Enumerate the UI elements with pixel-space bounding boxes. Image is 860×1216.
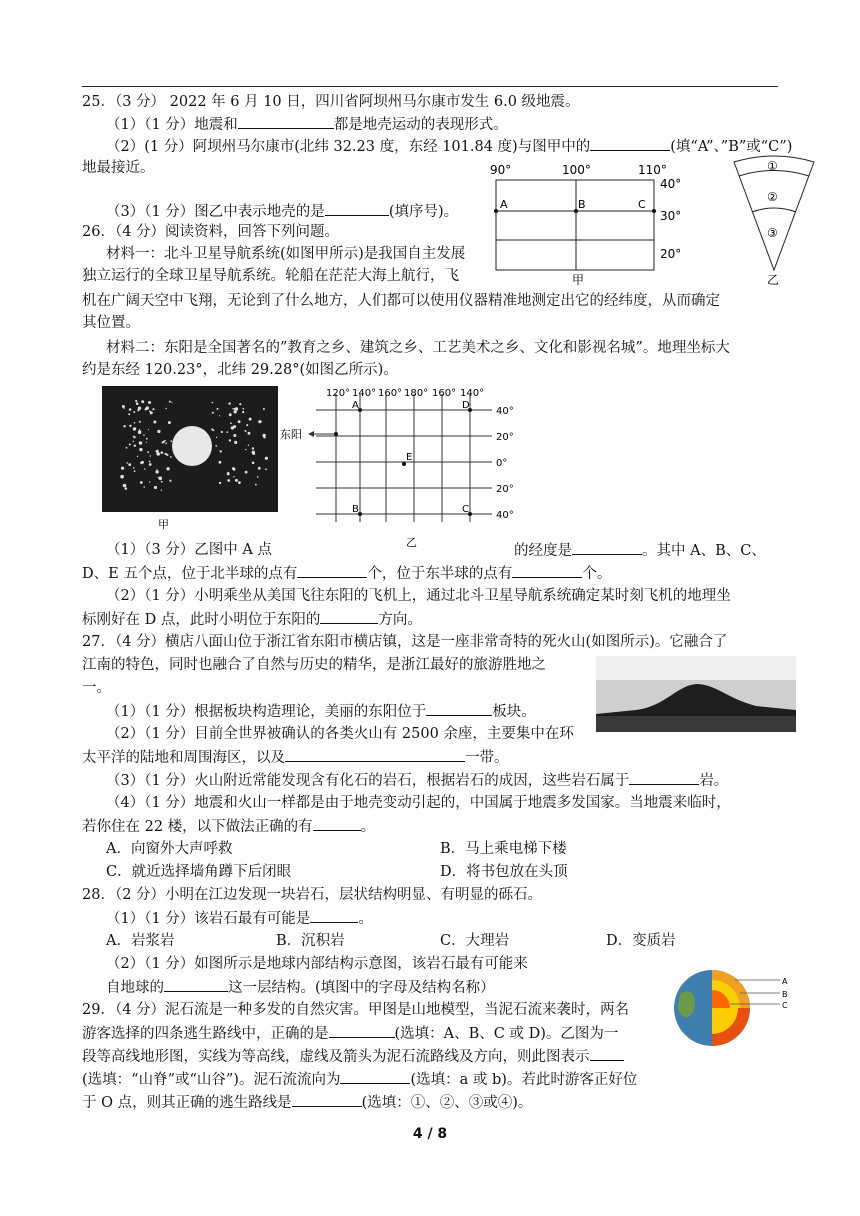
grid-point-e: E [406, 452, 413, 463]
q26-blank3[interactable] [512, 563, 582, 578]
earth-label-a: A [782, 977, 788, 986]
grid-point-a: A [352, 400, 359, 411]
photo-speck [249, 418, 252, 421]
grid-point-b: B [352, 504, 359, 515]
photo-speck [126, 462, 128, 464]
fig-yi-caption: 乙 [767, 273, 780, 287]
q26-material1-line4: 其位置。 [82, 315, 140, 331]
photo-speck [265, 469, 267, 471]
q28-option-d[interactable]: D．变质岩 [606, 933, 676, 949]
photo-speck [121, 467, 124, 470]
photo-speck [165, 408, 166, 409]
photo-speck [255, 484, 257, 486]
photo-speck [170, 440, 172, 442]
photo-speck [246, 424, 248, 426]
q28-sub2-text: 自地球的 [106, 980, 164, 996]
q26-sub1-text5: 个，位于东半球的点有 [367, 566, 513, 582]
q25-fig-jia [478, 158, 718, 288]
photo-speck [146, 442, 147, 443]
grid-right-label: 0° [496, 458, 508, 469]
photo-speck [248, 432, 251, 435]
q28-option-b[interactable]: B．沉积岩 [276, 933, 345, 949]
photo-speck [148, 429, 149, 430]
earth-label-b: B [782, 990, 788, 999]
fig-jia-caption: 甲 [572, 273, 585, 287]
photo-speck [242, 411, 244, 413]
q26-sub1 [106, 540, 272, 560]
grid-top-label: 120° [326, 388, 351, 399]
photo-speck [133, 467, 135, 469]
q26-sub2-line2 [82, 609, 422, 630]
photo-speck [238, 420, 241, 423]
photo-speck [137, 409, 139, 411]
q27-sub3-text: （3）（1 分）火山附近常能发现含有化石的岩石，根据岩石的成因，这些岩石属于 [106, 773, 630, 789]
photo-speck [133, 411, 135, 413]
q26-sub2-text: 标刚好在 D 点，此时小明位于东阳的 [82, 612, 321, 628]
q26-sub1-text2: 的经度是 [514, 543, 572, 559]
q25-blank3[interactable] [325, 201, 389, 216]
fig-jia-point-a: A [500, 198, 508, 211]
header-rule [82, 86, 778, 87]
q28-heading: 28．（2 分）小明在江边发现一块岩石，层状结构明显、有明显的砾石。 [82, 887, 543, 903]
q27-sub2: （2）（1 分）目前全世界被确认的各类火山有 2500 余座，主要集中在环 [106, 726, 574, 742]
photo-speck [134, 422, 136, 424]
q27-sub1-text: （1）（1 分）根据板块构造理论，美丽的东阳位于 [106, 704, 427, 720]
q28-sub1-text: （1）（1 分）该岩石最有可能是 [106, 911, 311, 927]
q29-line3-text: 段等高线地形图，实线为等高线，虚线及箭头为泥石流路线及方向，则此图表示 [82, 1049, 590, 1065]
photo-speck [234, 408, 236, 410]
photo-speck [128, 413, 130, 415]
q25-heading: 25．（3 分） 2022 年 6 月 10 日，四川省阿坝州马尔康市发生 6.0 级地震。 [82, 94, 580, 110]
q26-sub2: （2）（1 分）小明乘坐从美国飞往东阳的飞机上，通过北斗卫星导航系统确定某时刻飞机的地理坐 [106, 588, 731, 604]
photo-speck [170, 456, 172, 458]
grid-top-label: 160° [378, 388, 403, 399]
photo-speck [248, 445, 249, 446]
q27-sub1 [106, 701, 536, 722]
q26-sub1-line2 [82, 563, 611, 584]
crust-layer-2: ② [767, 190, 778, 204]
photo-speck [260, 421, 262, 423]
q27-line3: 一。 [82, 680, 111, 696]
photo-speck [156, 450, 159, 453]
photo-speck [211, 428, 213, 430]
photo-speck [265, 457, 268, 460]
photo-speck [146, 407, 149, 410]
photo-speck [234, 441, 237, 444]
q26-sub1-text4: D、E 五个点，位于北半球的点有 [82, 566, 298, 582]
q26-sub2-text2: 方向。 [378, 612, 422, 628]
photo-speck [166, 454, 168, 456]
photo-speck [233, 434, 236, 437]
q27-line1: 27．（4 分）横店八面山位于浙江省东阳市横店镇，这是一座非常奇特的死火山(如图所示)。它融合了 [82, 634, 728, 650]
q27-sub3 [106, 770, 728, 791]
q29-line5 [82, 1092, 532, 1113]
photo-speck [169, 401, 171, 403]
photo-speck [219, 415, 220, 416]
photo-speck [123, 484, 127, 488]
q26-sub1-text: （1）（3 分）乙图中 A 点 [106, 542, 272, 558]
q28-option-c[interactable]: C．大理岩 [440, 933, 510, 949]
photo-speck [226, 431, 228, 433]
photo-speck [153, 421, 156, 424]
photo-speck [129, 444, 131, 446]
q27-sub4-line2 [82, 816, 375, 837]
photo-speck [165, 443, 167, 445]
photo-speck [139, 448, 142, 451]
q27-volcano-photo [596, 656, 796, 732]
q26-material1-line3: 机在广阔天空中飞翔，无论到了什么地方，人们都可以使用仪器精准地测定出它的经纬度，从而确定 [82, 293, 720, 309]
q27-option-c[interactable]: C．就近选择墙角蹲下后闭眼 [106, 864, 292, 880]
photo-speck [133, 427, 136, 430]
photo-speck [139, 441, 143, 445]
q27-option-a[interactable]: A．向窗外大声呼救 [106, 841, 233, 857]
photo-speck [140, 461, 143, 464]
q26-blank4[interactable] [320, 609, 378, 624]
q29-line4-text: (选填：“山脊”或“山谷”)。泥石流流向为 [82, 1072, 341, 1088]
q29-blank3[interactable] [340, 1069, 410, 1084]
photo-speck [150, 455, 151, 456]
q28-sub2-text2: 这一层结构。(填图中的字母及结构名称） [228, 980, 495, 996]
q27-line2: 江南的特色，同时也融合了自然与历史的精华，是浙江最好的旅游胜地之 [82, 657, 546, 673]
satellite-photo-caption: 甲 [158, 518, 169, 531]
page-number: 4 / 8 [412, 1126, 448, 1142]
q25-part3-text: （3）（1 分）图乙中表示地壳的是 [106, 204, 325, 220]
q28-option-a[interactable]: A．岩浆岩 [106, 933, 175, 949]
photo-speck [149, 481, 150, 482]
photo-speck [245, 430, 247, 432]
photo-speck [252, 462, 255, 465]
q29-line3 [82, 1046, 624, 1067]
q25-part2 [106, 136, 792, 157]
photo-speck [233, 476, 234, 477]
photo-speck [138, 430, 142, 434]
grid-dongyang-label: 东阳 [280, 428, 302, 441]
q28-blank2[interactable] [164, 977, 228, 992]
photo-speck [258, 467, 261, 470]
q29-blank1[interactable] [329, 1023, 395, 1038]
photo-speck [232, 408, 234, 410]
earth-label-c: C [782, 1001, 788, 1010]
grid-top-label: 140° [460, 388, 485, 399]
photo-speck [155, 470, 158, 473]
q25-part2-text: （2）(1 分）阿坝州马尔康市(北纬 32.23 度，东经 101.84 度)与图甲中的 [106, 139, 591, 155]
q27-blank3[interactable] [629, 770, 699, 785]
photo-speck [136, 402, 139, 405]
q28-sub1 [106, 908, 373, 929]
q29-line4 [82, 1069, 637, 1090]
q25-part3-text2: (填序号)。 [388, 204, 459, 220]
photo-speck [168, 421, 171, 424]
photo-speck [231, 426, 234, 429]
grid-right-label: 40° [496, 510, 514, 521]
photo-speck [215, 445, 217, 447]
photo-speck [166, 467, 169, 470]
photo-speck [221, 431, 223, 433]
fig-jia-point-c: C [638, 198, 646, 211]
q27-sub1-text2: 板块。 [492, 704, 536, 720]
photo-speck [120, 475, 124, 479]
q29-line5-text2: (选填：①、②、③或④)。 [361, 1095, 533, 1111]
q25-fig-yi [730, 150, 820, 290]
photo-speck [161, 490, 162, 491]
photo-speck [143, 486, 145, 488]
q26-blank1[interactable] [572, 540, 642, 555]
q25-part3 [106, 201, 458, 222]
photo-speck [158, 477, 159, 478]
q29-line2-text2: (选填：A、B、C 或 D)。乙图为一 [394, 1026, 619, 1042]
q27-sub4-text2: 。 [360, 819, 376, 835]
photo-speck [148, 401, 151, 404]
photo-speck [149, 461, 151, 463]
photo-speck [212, 412, 214, 414]
photo-speck [133, 436, 134, 437]
photo-speck [133, 441, 134, 442]
q26-blank2[interactable] [297, 563, 367, 578]
photo-speck [212, 402, 214, 404]
fig-jia-right-label: 40° [660, 177, 682, 191]
crust-layer-1: ① [767, 159, 778, 173]
q28-sub1-text2: 。 [358, 911, 373, 927]
grid-point-d: D [462, 400, 470, 411]
photo-speck [129, 425, 131, 427]
photo-speck [126, 447, 128, 449]
photo-speck [129, 408, 132, 411]
photo-speck [137, 456, 138, 457]
fig-jia-top-label: 110° [638, 163, 667, 177]
grid-right-label: 20° [496, 432, 514, 443]
photo-speck [238, 481, 241, 484]
photo-speck [229, 413, 232, 416]
photo-speck [245, 449, 246, 450]
q29-line2 [82, 1023, 618, 1044]
q29-line1: 29．（4 分）泥石流是一种多发的自然灾害。甲图是山地模型，当泥石流来袭时，两名 [82, 1002, 630, 1018]
grid-caption: 乙 [406, 536, 417, 549]
q27-sub2-text2: 一带。 [465, 750, 509, 766]
q28-blank1[interactable] [310, 908, 358, 923]
fig-jia-right-label: 20° [660, 247, 682, 261]
q29-line4-text2: (选填：a 或 b)。若此时游客正好位 [410, 1072, 638, 1088]
q27-blank2[interactable] [285, 747, 465, 762]
q25-blank1[interactable] [238, 114, 334, 129]
photo-speck [252, 452, 255, 455]
photo-speck [134, 470, 136, 472]
fig-jia-point-b: B [578, 198, 586, 211]
photo-speck [147, 451, 149, 453]
photo-speck [235, 479, 238, 482]
q26-satellite-photo [102, 386, 284, 532]
q27-blank1[interactable] [426, 701, 492, 716]
photo-speck [146, 438, 148, 440]
photo-speck [149, 463, 152, 466]
q26-material1-line2: 独立运行的全球卫星导航系统。轮船在茫茫大海上航行，飞 [82, 268, 459, 284]
q29-line5-text: 于 O 点，则其正确的逃生路线是 [82, 1095, 292, 1111]
grid-right-label: 40° [496, 406, 514, 417]
photo-speck [159, 477, 163, 481]
photo-speck [263, 436, 265, 438]
q25-part1-text: （1）（1 分）地震和 [106, 117, 238, 133]
photo-speck [257, 476, 259, 478]
photo-speck [128, 463, 131, 466]
photo-speck [227, 472, 230, 475]
photo-speck [245, 471, 248, 474]
photo-speck [229, 439, 231, 441]
q27-sub4-text: 若你住在 22 楼，以下做法正确的有 [82, 819, 313, 835]
grid-point-c: C [462, 504, 469, 515]
photo-speck [161, 451, 164, 454]
q27-option-d[interactable]: D．将书包放在头顶 [440, 864, 568, 880]
q27-sub4: （4）（1 分）地震和火山一样都是由于地壳变动引起的，中国属于地震多发国家。当地震来临时， [106, 795, 731, 811]
photo-speck [217, 408, 219, 410]
photo-speck [263, 408, 265, 410]
photo-speck [156, 469, 157, 470]
photo-speck [220, 450, 222, 452]
q27-sub3-text2: 岩。 [699, 773, 729, 789]
photo-speck [171, 402, 172, 403]
photo-speck [232, 467, 235, 470]
q25-part1 [106, 114, 508, 135]
photo-speck [139, 421, 141, 423]
q27-sub2-line2 [82, 747, 509, 768]
photo-speck [161, 481, 163, 483]
photo-speck [135, 400, 137, 402]
q26-sub1-right [514, 540, 766, 561]
photo-speck [219, 482, 221, 484]
photo-speck [144, 468, 145, 469]
q27-option-b[interactable]: B．马上乘电梯下楼 [440, 841, 567, 857]
q25-part2-text2: (填“A”、”B”或“C”) [670, 139, 793, 155]
q28-earth-structure [672, 966, 792, 1052]
q29-line2-text: 游客选择的四条逃生路线中，正确的是 [82, 1026, 329, 1042]
photo-speck [230, 422, 232, 424]
photo-speck [252, 447, 254, 449]
photo-speck [228, 402, 230, 404]
q25-blank2[interactable] [590, 136, 670, 151]
q29-blank2[interactable] [590, 1046, 624, 1061]
grid-top-label: 180° [404, 388, 429, 399]
photo-speck [165, 440, 166, 441]
q26-material2-line1: 材料二：东阳是全国著名的”教育之乡、建筑之乡、工艺美术之乡、文化和影视名城”。地理坐标大 [106, 340, 730, 356]
q26-material1-line1: 材料一：北斗卫星导航系统(如图甲所示)是我国自主发展 [106, 246, 466, 262]
photo-speck [150, 411, 153, 414]
photo-speck [157, 430, 160, 433]
fig-jia-right-label: 30° [660, 209, 682, 223]
photo-speck [234, 410, 237, 413]
photo-speck [141, 400, 144, 403]
photo-speck [154, 486, 157, 489]
q26-sub1-text6: 个。 [582, 566, 612, 582]
photo-speck [122, 405, 125, 408]
q26-grid-figure [280, 384, 526, 550]
q26-material2-line2: 约是东经 120.23°，北纬 29.28°(如图乙所示)。 [82, 362, 398, 378]
photo-speck [243, 408, 245, 410]
photo-speck [216, 437, 217, 438]
grid-top-label: 160° [432, 388, 457, 399]
q27-blank4[interactable] [313, 816, 361, 831]
fig-jia-top-label: 90° [490, 163, 512, 177]
q25-part2-end: 地最接近。 [82, 160, 155, 176]
photo-speck [140, 481, 143, 484]
photo-speck [227, 479, 230, 482]
q26-heading: 26．（4 分）阅读资料，回答下列问题。 [82, 224, 340, 240]
fig-jia-top-label: 100° [562, 163, 591, 177]
grid-right-label: 20° [496, 484, 514, 495]
q26-sub1-text3: 。其中 A、B、C、 [642, 543, 766, 559]
q29-blank4[interactable] [292, 1092, 362, 1107]
photo-speck [169, 480, 171, 482]
photo-speck [162, 441, 164, 443]
q28-sub2: （2）（1 分）如图所示是地球内部结构示意图，该岩石最有可能来 [106, 956, 528, 972]
grid-top-label: 140° [352, 388, 377, 399]
photo-speck [123, 425, 125, 427]
photo-speck [239, 403, 241, 405]
photo-speck [219, 461, 222, 464]
q28-sub2-line2 [106, 977, 495, 998]
q27-sub2-text: 太平洋的陆地和周围海区，以及 [82, 750, 285, 766]
photo-speck [152, 408, 154, 410]
photo-speck [125, 487, 128, 490]
q25-part1-text2: 都是地壳运动的表现形式。 [333, 117, 508, 133]
photo-speck [134, 445, 136, 447]
crust-layer-3: ③ [767, 226, 778, 240]
photo-speck [143, 434, 145, 436]
